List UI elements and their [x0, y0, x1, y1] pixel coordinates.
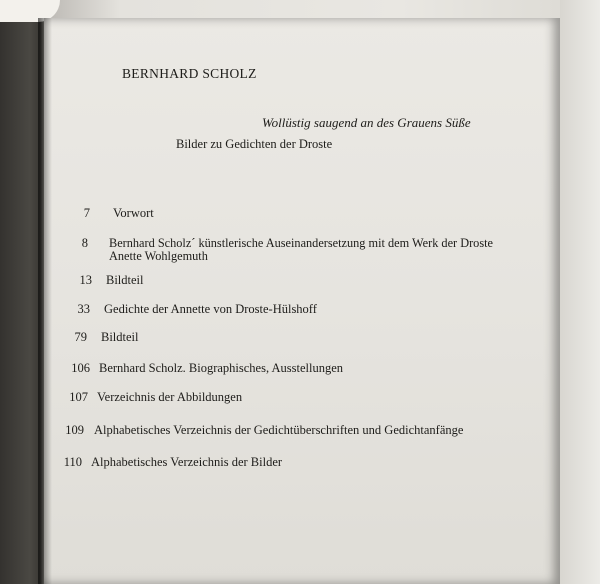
- toc-entry-title: Vorwort: [113, 206, 154, 220]
- toc-entry-title: Alphabetisches Verzeichnis der Bilder: [91, 455, 283, 469]
- toc-page-number: 107: [69, 390, 88, 404]
- book-subtitle: Bilder zu Gedichten der Droste: [176, 137, 333, 151]
- toc-entry-title: Bildteil: [106, 273, 144, 287]
- toc-page-number: 8: [81, 236, 88, 250]
- toc-entry-title: Bildteil: [101, 330, 139, 344]
- toc-entry-title: Bernhard Scholz´ künstlerische Auseinandersetzung mit dem Werk der Droste: [109, 236, 493, 250]
- toc-page-number: 79: [74, 330, 87, 344]
- toc-entry-title: Gedichte der Annette von Droste-Hülshoff: [104, 302, 317, 316]
- toc-page-number: 109: [65, 423, 84, 437]
- book-binding-shadow: [38, 18, 52, 584]
- book-page: [44, 18, 560, 584]
- toc-entry-title: Bernhard Scholz. Biographisches, Ausstellungen: [99, 361, 344, 375]
- toc-page-number: 13: [79, 273, 92, 287]
- toc-entry-author: Anette Wohlgemuth: [109, 249, 208, 263]
- toc-page-number: 7: [83, 206, 90, 220]
- book-edge: [560, 0, 600, 584]
- toc-page-number: 110: [63, 455, 82, 469]
- toc-entry-title: Verzeichnis der Abbildungen: [97, 390, 243, 404]
- book-title: Wollüstig saugend an des Grauens Süße: [262, 115, 471, 130]
- toc-page-number: 106: [71, 361, 90, 375]
- toc-page-number: 33: [77, 302, 90, 316]
- toc-entry-title: Alphabetisches Verzeichnis der Gedichtüberschriften und Gedichtanfänge: [94, 423, 464, 437]
- author-name: BERNHARD SCHOLZ: [122, 66, 257, 81]
